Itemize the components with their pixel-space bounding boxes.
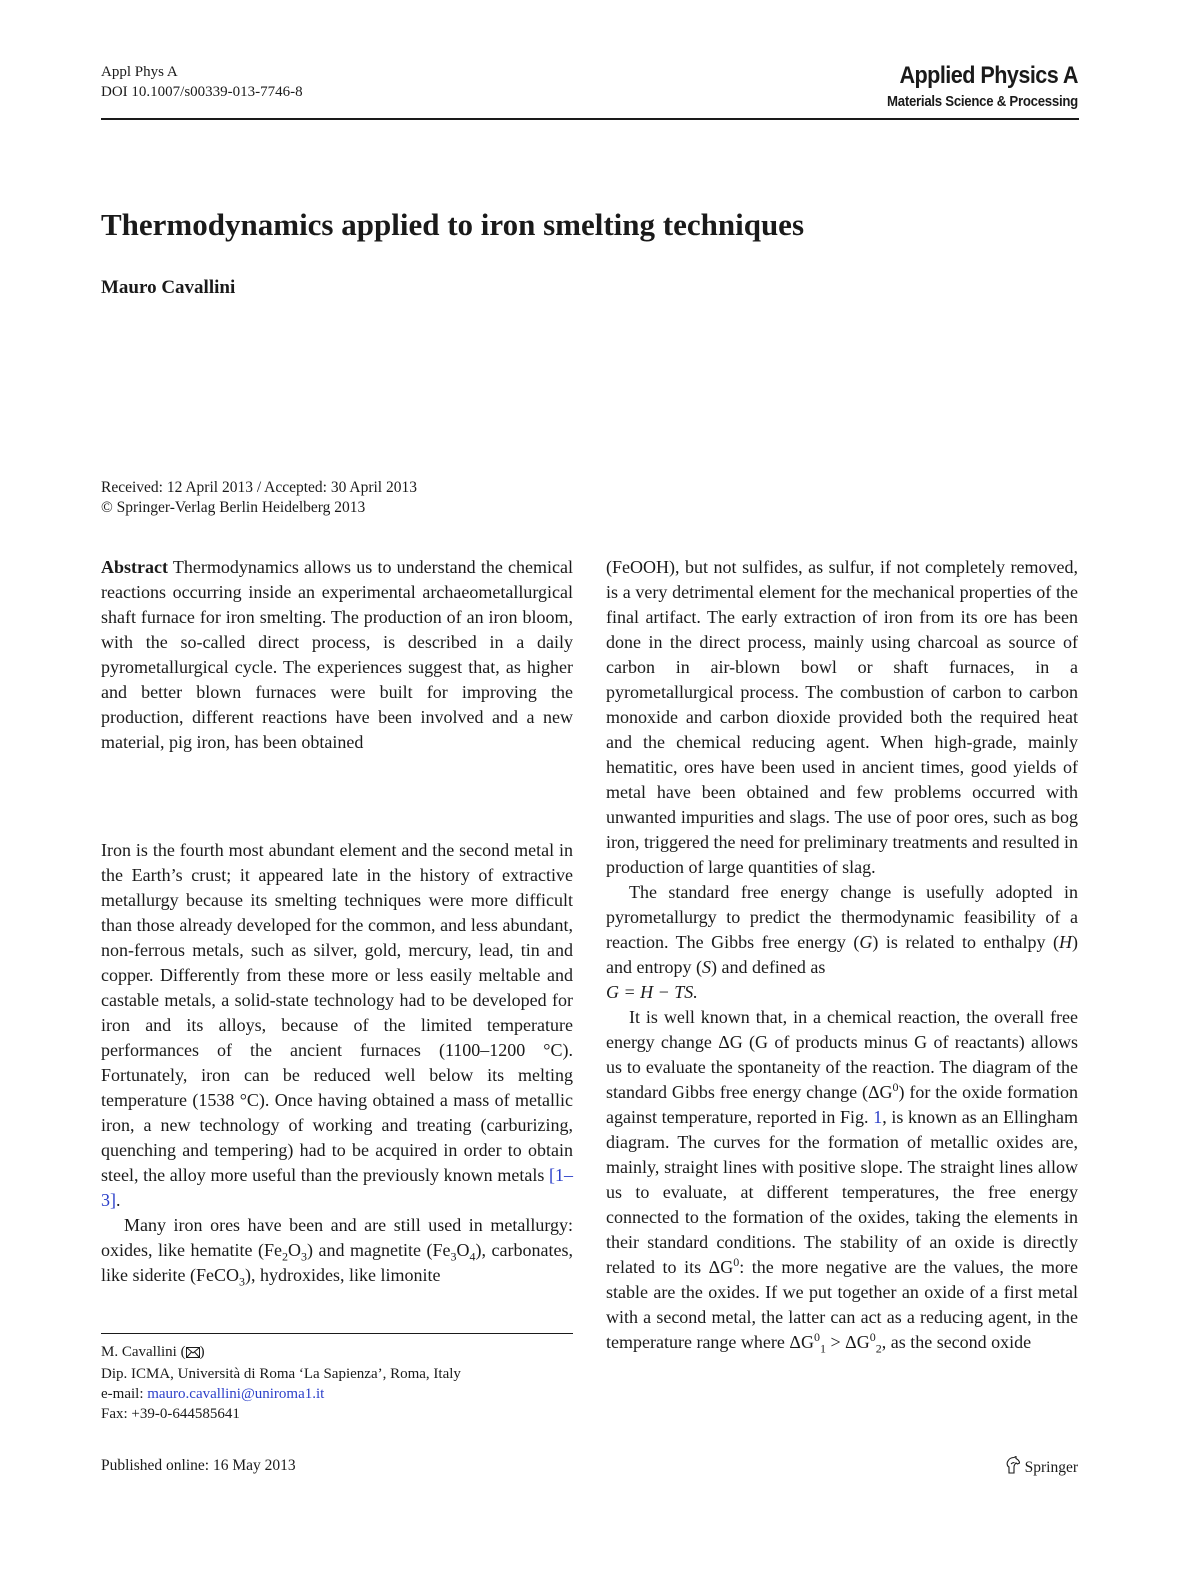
doi: DOI 10.1007/s00339-013-7746-8 <box>101 84 303 100</box>
envelope-icon <box>186 1344 200 1364</box>
journal-title: Applied Physics A <box>899 62 1078 89</box>
paragraph-2: Many iron ores have been and are still used in metallurgy: oxides, like hematite $(Fe_2O_3)$ and magnetite $(Fe_3O_4)$, carbonates, like siderite (FeCO$_3$), hydroxides, like limonite <box>101 1215 574 1289</box>
paragraph-r2: The standard free energy change is usefully adopted in pyrometallurgy to predict the thermodynamic feasibility of a reaction. The Gibbs free energy (G) is related to enthalpy (H) and entropy (S) and defined as <box>606 882 1078 977</box>
footnote-rule <box>101 1333 573 1334</box>
paragraph-r3: It is well known that, in a chemical reaction, the overall free energy change ΔG (G of products minus G of reactants) allows us to evaluate the spontaneity of the reaction. The diagram of the standard Gibbs free energy change $(\Delta G^0)$ for the oxide formation against temperature, reported in Fig. 1, is known as an Ellingham diagram. The curves for the formation of metallic oxides are, mainly, straight lines with positive slope. The straight lines allow us to evaluate, at different temperatures, the free energy connected to the formation of the oxides, taking the elements in their standard conditions. The stability of an oxide is directly related to its $\Delta G^0$: the more negative are the values, the more stable are the oxides. If we put together an oxide of a first metal with a second metal, the latter can act as a reducing agent, in the temperature range where $\Delta G^0_1 > \Delta G^0_2$, as the second oxide <box>606 1007 1079 1356</box>
abstract <box>101 555 573 755</box>
email-link[interactable]: mauro.cavallini@uniroma1.it <box>147 1386 325 1402</box>
journal-brand <box>861 62 1078 112</box>
citation-link[interactable]: [1–3] <box>101 1165 573 1210</box>
publisher-logo <box>1005 1456 1078 1480</box>
paragraph-1: Iron is the fourth most abundant element and the second metal in the Earth’s crust; it appeared late in the history of extractive metallurgy because its smelting techniques were more difficult than those already developed for the common, and less abundant, non-ferrous metals, such as silver, gold, mercury, lead, tin and copper. Differently from these more or less easily meltable and castable metals, a solid-state technology had to be developed for iron and its alloys, because of the limited temperature performances of the ancient furnaces (1100–1200 °C). Fortunately, iron can be reduced well below its melting temperature (1538 °C). Once having obtained a mass of metallic iron, a new technology of working and treating (carburizing, quenching and tempering) had to be acquired in order to obtain steel, the alloy more useful than the previously known metals [1–3]. <box>101 840 573 1210</box>
springer-horse-icon <box>1005 1456 1021 1480</box>
gibbs-equation: G = H − TS. <box>606 982 698 1002</box>
received-accepted: Received: 12 April 2013 / Accepted: 30 April 2013 <box>101 479 417 496</box>
abstract-label: Abstract <box>101 557 168 577</box>
journal-meta <box>101 62 303 102</box>
corresponding-author: M. Cavallini ( ) <box>101 1342 461 1364</box>
article-title: Thermodynamics applied to iron smelting techniques <box>101 207 805 242</box>
paragraph-r1: (FeOOH), but not sulfides, as sulfur, if not completely removed, is a very detrimental element for the mechanical properties of the final artifact. The early extraction of iron from its ore has been done in the direct process, mainly using charcoal as source of carbon in air-blown bowl or shaft furnaces, in a pyrometallurgical process. The combustion of carbon to carbon monoxide and carbon dioxide provided both the required heat and the chemical reducing agent. When high-grade, mainly hematitic, ores have been used in ancient times, good yields of metal have been obtained and few problems occurred with unwanted impurities and slags. The use of poor ores, such as bog iron, triggered the need for preliminary treatments and resulted in production of large quantities of slag. <box>606 557 1078 877</box>
journal-abbrev: Appl Phys A <box>101 64 178 80</box>
body-right-column <box>606 555 1078 1355</box>
journal-subtitle: Materials Science & Processing <box>887 93 1078 110</box>
copyright: © Springer-Verlag Berlin Heidelberg 2013 <box>101 499 366 516</box>
footnote <box>101 1342 461 1424</box>
article-dates <box>101 478 417 518</box>
email-line: e-mail: mauro.cavallini@uniroma1.it <box>101 1386 325 1402</box>
body-left-column <box>101 838 573 1288</box>
figure-link[interactable]: 1 <box>873 1107 883 1127</box>
abstract-text: Thermodynamics allows us to understand the chemical reactions occurring inside an experimental archaeometallurgical shaft furnace for iron smelting. The production of an iron bloom, with the so-called direct process, is described in a daily pyrometallurgical cycle. The experiences suggest that, as higher and better blown furnaces were built for improving the production, different reactions have been involved and a new material, pig iron, has been obtained <box>101 557 573 752</box>
published-online: Published online: 16 May 2013 <box>101 1457 296 1474</box>
article-author: Mauro Cavallini <box>101 277 236 298</box>
affiliation: Dip. ICMA, Università di Roma ‘La Sapienza’, Roma, Italy <box>101 1366 461 1382</box>
publisher-name: Springer <box>1024 1459 1078 1476</box>
fax: Fax: +39-0-644585641 <box>101 1406 240 1422</box>
header-rule <box>101 118 1079 120</box>
